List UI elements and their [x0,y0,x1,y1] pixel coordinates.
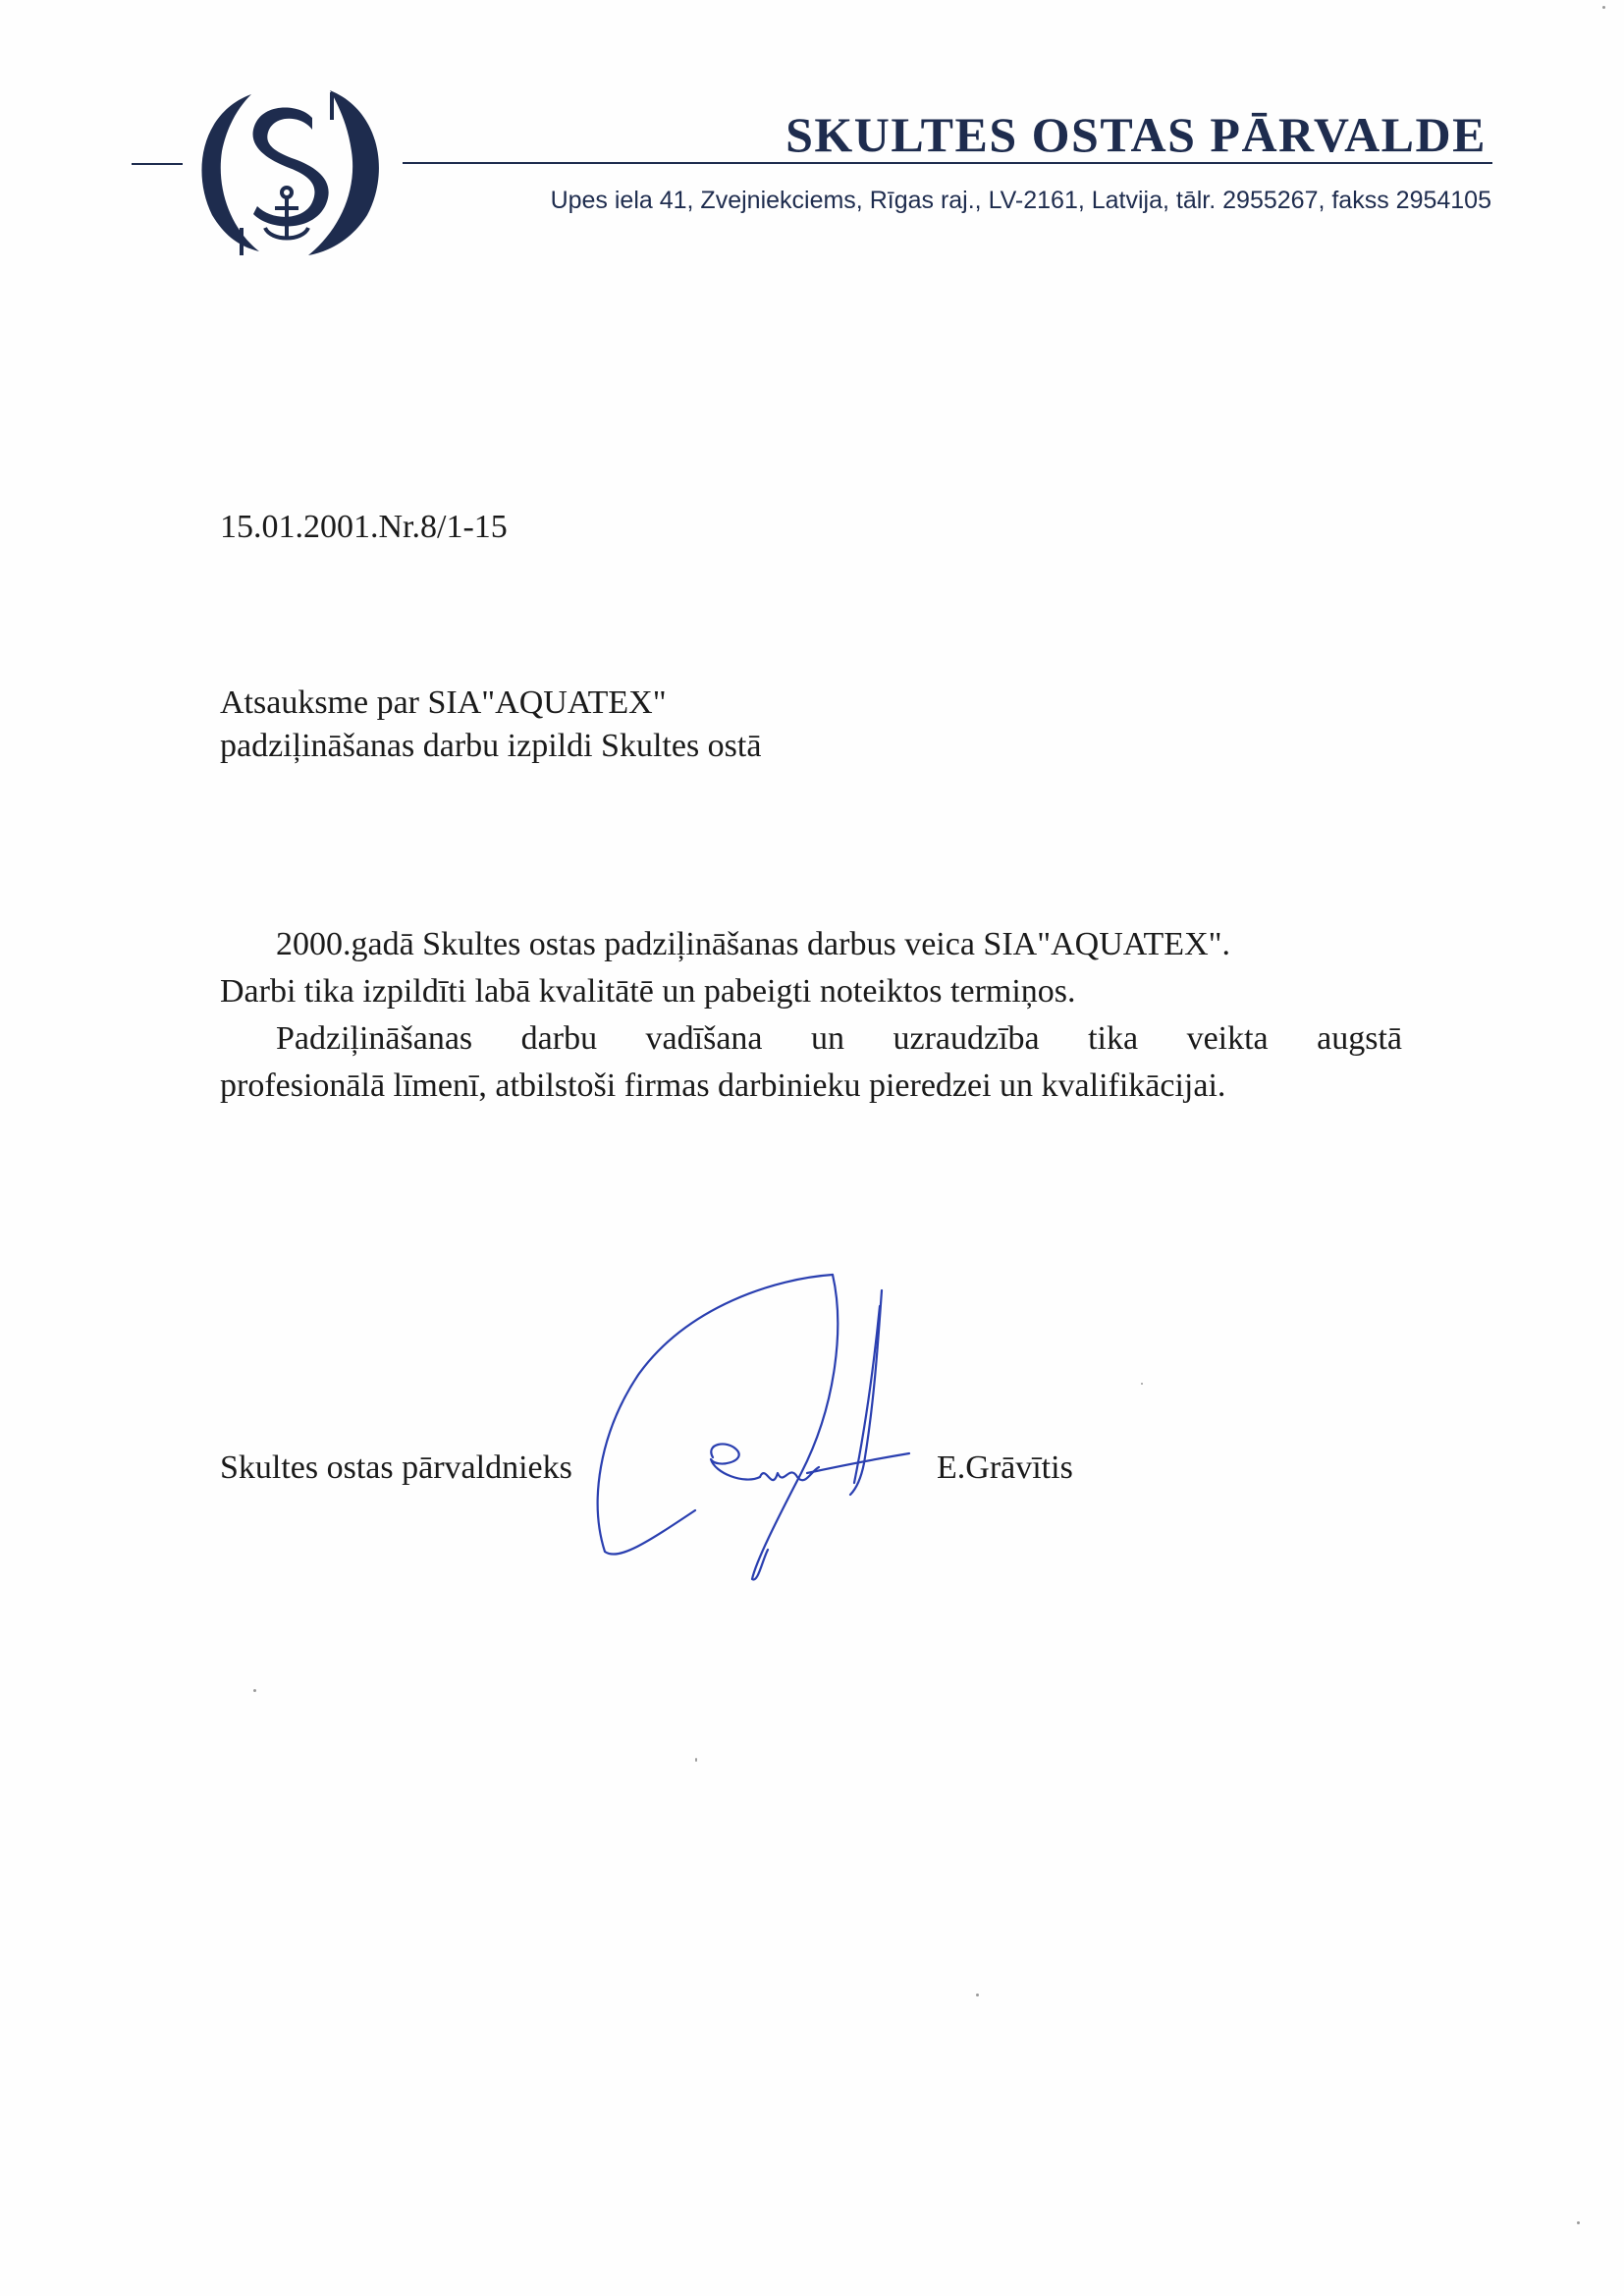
body-line: 2000.gadā Skultes ostas padziļināšanas darbus veica SIA"AQUATEX". [276,926,1231,962]
logo-rule-left [132,163,183,165]
letter-reference: 15.01.2001.Nr.8/1-15 [220,509,508,545]
subject-line: Atsauksme par SIA"AQUATEX" [220,684,667,721]
scan-speck [253,1689,256,1692]
anchor-s-emblem-icon [183,82,391,259]
body-line: profesionālā līmenī, atbilstoši firmas darbinieku pieredzei un kvalifikācijai. [220,1067,1226,1104]
scan-speck [1141,1383,1143,1385]
body-line: Padziļināšanas darbu vadīšana un uzraudzība tika veikta augstā [276,1020,1402,1057]
subject-line: padziļināšanas darbu izpildi Skultes ostā [220,728,762,764]
scan-speck [695,1758,697,1762]
handwritten-signature-icon [579,1267,933,1591]
signatory-title: Skultes ostas pārvaldnieks [220,1449,572,1486]
letter-body [220,921,1402,1110]
signatory-name: E.Grāvītis [937,1449,1073,1486]
letter-subject [220,682,761,768]
scan-speck [1602,6,1605,9]
organization-name: SKULTES OSTAS PĀRVALDE [785,107,1487,162]
body-line: Darbi tika izpildīti labā kvalitātē un pabeigti noteiktos termiņos. [220,973,1076,1010]
scan-speck [976,1994,979,1996]
scan-speck [1577,2221,1580,2224]
organization-address: Upes iela 41, Zvejniekciems, Rīgas raj., LV-2161, Latvija, tālr. 2955267, fakss 2954105 [550,187,1491,214]
